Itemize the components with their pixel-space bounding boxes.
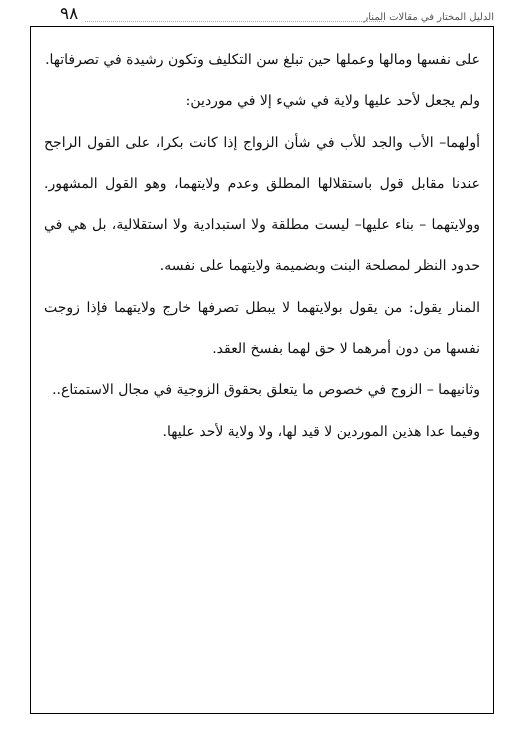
paragraph-6: وفيما عدا هذين الموردين لا قيد لها، ولا ولاية لأحد عليها. bbox=[162, 423, 480, 440]
paragraph-1: على نفسها ومالها وعملها حين تبلغ سن التكليف وتكون رشيدة في تصرفاتها. bbox=[45, 52, 480, 68]
paragraph-3: أولهما– الأب والجد للأب في شأن الزواج إذا كانت بكرا، على القول الراجح عندنا مقابل قول باستقلالها المطلق وعدم ولايتهما، وهو القول المشهور. وولايتهما – بناء عليها– ليست مطلقة ولا استبدادية ولا استقلالية، بل هي في حدود النظر لمصلحة البنت وبضميمة ولايتهما على نفسه. bbox=[44, 134, 480, 275]
paragraph-5: وثانيهما – الزوج في خصوص ما يتعلق بحقوق الزوجية في مجال الاستمتاع.. bbox=[52, 382, 480, 399]
running-title: الدليل المختار في مقالات المنار bbox=[363, 12, 494, 23]
paragraph-4: المنار يقول: من يقول بولايتهما لا يبطل تصرفها خارج ولايتهما فإذا زوجت نفسها من دون أمرهما لا حق لهما بفسخ العقد. bbox=[44, 299, 480, 358]
page-header bbox=[30, 4, 494, 26]
page-number: ٩٨ bbox=[60, 4, 79, 24]
paragraph-2: ولم يجعل لأحد عليها ولاية في شيء إلا في موردين: bbox=[185, 93, 480, 110]
page-body bbox=[44, 40, 480, 453]
header-rule bbox=[85, 21, 384, 22]
